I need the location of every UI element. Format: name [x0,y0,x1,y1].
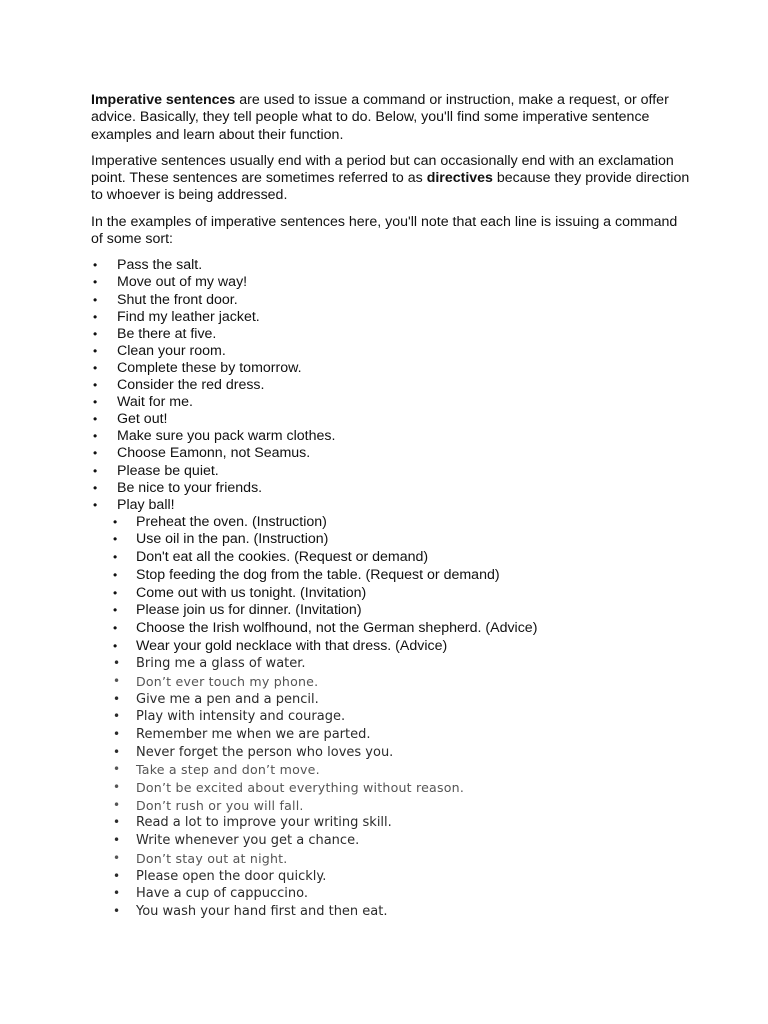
bullet-icon: • [113,603,118,618]
list-item-text: Complete these by tomorrow. [117,359,302,376]
bullet-icon: • [93,258,98,273]
list-item [91,480,691,497]
intro-paragraph-2-start: Imperative sentences usually end with a period but can occasionally end with an exclamation point. These sentences are sometimes referred to as [91,152,674,187]
list-item [91,411,691,428]
bullet-icon: • [113,532,118,547]
examples-sublist [91,514,691,921]
bullet-icon: • [93,446,98,461]
list-item-text: Choose Eamonn, not Seamus. [117,445,311,462]
bullet-icon: • [93,412,98,427]
bullet-icon: • [113,762,121,777]
bullet-icon: • [113,620,118,635]
list-item-text: Wear your gold necklace with that dress. (Advice) [136,637,448,654]
list-item-text: Shut the front door. [117,291,238,308]
list-item [91,691,691,709]
bullet-icon: • [93,378,98,393]
list-item [91,744,691,762]
list-item-text: Please be quiet. [117,462,219,479]
list-item-text: Consider the red dress. [117,377,265,394]
bullet-icon: • [113,850,121,865]
list-item [91,343,691,360]
bullet-icon: • [113,797,121,812]
list-item-text: Don’t ever touch my phone. [136,673,319,689]
list-item-text: Use oil in the pan. (Instruction) [136,531,329,548]
intro-paragraph-2-end: because they provide direction to whoever is being addressed. [91,170,690,204]
intro-paragraph-3: In the examples of imperative sentences here, you'll note that each line is issuing a command of some sort: [91,213,678,248]
list-item [91,445,691,462]
bullet-icon: • [93,309,98,324]
bullet-icon: • [113,886,121,901]
bullet-icon: • [113,903,121,918]
list-item-text: Please join us for dinner. (Invitation) [136,602,362,619]
list-item [91,850,691,868]
bullet-icon: • [93,497,98,512]
bullet-icon: • [113,673,121,688]
bullet-icon: • [93,343,98,358]
bullet-icon: • [113,833,121,848]
list-item-text: Find my leather jacket. [117,308,260,325]
list-item [91,814,691,832]
list-item [91,868,691,886]
bullet-icon: • [93,326,98,341]
list-item-text: Read a lot to improve your writing skill. [136,815,392,831]
list-item [91,394,691,411]
list-item-text: Get out! [117,411,168,428]
list-item-text: Don't eat all the cookies. (Request or demand) [136,549,429,566]
list-item-text: Don’t be excited about everything without reason. [136,780,465,796]
list-item-text: Be nice to your friends. [117,479,263,496]
list-item [91,326,691,343]
list-item [91,377,691,394]
list-item [91,531,691,549]
bullet-icon: • [113,709,121,724]
list-item [91,779,691,797]
bullet-icon: • [93,360,98,375]
list-item [91,497,691,514]
list-item [91,309,691,326]
document-body [91,92,691,921]
list-item [91,428,691,445]
list-item [91,549,691,567]
bullet-icon: • [113,638,118,653]
list-item-text: Play ball! [117,496,175,513]
list-item [91,726,691,744]
list-item-text: You wash your hand first and then eat. [136,903,388,919]
bullet-icon: • [113,514,118,529]
list-item-text: Move out of my way! [117,274,248,291]
list-item-text: Have a cup of cappuccino. [136,886,308,902]
list-item [91,585,691,603]
list-item [91,360,691,377]
bullet-icon: • [113,727,121,742]
list-item-text: Stop feeding the dog from the table. (Request or demand) [136,566,500,583]
list-item [91,903,691,921]
examples-list [91,257,691,513]
list-item-text: Give me a pen and a pencil. [136,691,319,707]
list-item-text: Don’t rush or you will fall. [136,797,304,813]
list-item [91,885,691,903]
list-item-text: Write whenever you get a chance. [136,833,360,849]
list-item-text: Preheat the oven. (Instruction) [136,513,327,530]
list-item [91,673,691,691]
intro-paragraph-1 [91,92,691,144]
list-item [91,274,691,291]
bullet-icon: • [113,656,121,671]
bullet-icon: • [93,275,98,290]
bullet-icon: • [113,691,121,706]
term-directives: directives [426,170,493,187]
bullet-icon: • [93,292,98,307]
list-item-text: Wait for me. [117,394,193,411]
bullet-icon: • [93,463,98,478]
list-item [91,797,691,815]
bullet-icon: • [113,815,121,830]
list-item-text: Be there at five. [117,325,217,342]
term-imperative-sentences: Imperative sentences [91,92,236,108]
list-item [91,463,691,480]
bullet-icon: • [113,550,118,565]
list-item-text: Come out with us tonight. (Invitation) [136,584,367,601]
list-item-text: Choose the Irish wolfhound, not the German shepherd. (Advice) [136,619,538,636]
list-item-text: Make sure you pack warm clothes. [117,428,336,445]
bullet-icon: • [113,744,121,759]
intro-paragraph-2 [91,153,691,205]
list-item-text: Please open the door quickly. [136,868,327,884]
bullet-icon: • [113,780,121,795]
list-item [91,708,691,726]
list-item-text: Bring me a glass of water. [136,656,306,672]
list-item [91,602,691,620]
intro-paragraph-1-text: are used to issue a command or instruction, make a request, or offer advice. Basically, they tell people what to do. Below, you'll find some imperative sentence examples and learn about their function. [91,92,669,143]
list-item-text: Never forget the person who loves you. [136,744,394,760]
list-item [91,257,691,274]
list-item-text: Play with intensity and courage. [136,709,346,725]
bullet-icon: • [113,567,118,582]
bullet-icon: • [113,585,118,600]
list-item [91,761,691,779]
list-item [91,514,691,532]
list-item [91,567,691,585]
list-item [91,620,691,638]
list-item [91,655,691,673]
bullet-icon: • [93,480,98,495]
list-item [91,832,691,850]
list-item-text: Pass the salt. [117,257,203,274]
list-item-text: Take a step and don’t move. [136,762,320,778]
bullet-icon: • [93,429,98,444]
list-item [91,638,691,656]
bullet-icon: • [113,868,121,883]
list-item-text: Don’t stay out at night. [136,850,288,866]
bullet-icon: • [93,395,98,410]
list-item-text: Clean your room. [117,342,226,359]
list-item [91,292,691,309]
list-item-text: Remember me when we are parted. [136,727,371,743]
